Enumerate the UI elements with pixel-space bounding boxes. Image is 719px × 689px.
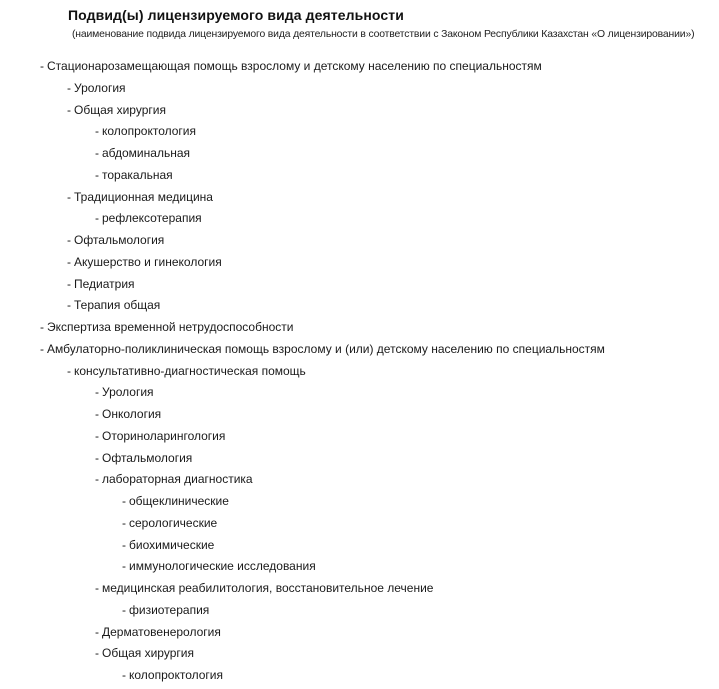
list-item [0, 78, 605, 100]
list-item-text: рефлексотерапия [102, 211, 202, 226]
list-item-text: Стационарозамещающая помощь взрослому и детскому населению по специальностям [47, 59, 542, 73]
dash-bullet-icon: - [67, 189, 71, 204]
dash-bullet-icon: - [95, 624, 99, 639]
list-item [0, 578, 605, 600]
list-item [0, 230, 605, 252]
list-item-text: физиотерапия [129, 602, 210, 617]
dash-bullet-icon: - [95, 211, 99, 226]
dash-bullet-icon: - [67, 80, 71, 95]
dash-bullet-icon: - [95, 407, 99, 421]
dash-bullet-icon: - [67, 102, 71, 117]
dash-bullet-icon: - [122, 515, 126, 530]
list-item [0, 339, 605, 361]
list-item [0, 535, 605, 557]
dash-bullet-icon: - [95, 450, 99, 465]
list-item-text: консультативно-диагностическая помощь [74, 363, 306, 378]
list-item-text: Урология [102, 385, 154, 400]
dash-bullet-icon: - [40, 320, 44, 334]
dash-bullet-icon: - [122, 668, 126, 682]
page-subtitle: (наименование подвида лицензируемого вида деятельности в соответствии с Законом Республики Казахстан «О лицензировании») [72, 29, 695, 40]
list-item [0, 187, 605, 209]
list-item-text: Терапия общая [74, 298, 161, 313]
dash-bullet-icon: - [40, 341, 44, 356]
list-item [0, 274, 605, 296]
list-item [0, 100, 605, 122]
list-item [0, 404, 605, 426]
list-item-text: Дерматовенерология [102, 624, 221, 639]
list-item [0, 56, 605, 78]
list-item-text: лабораторная диагностика [102, 472, 253, 487]
page-title: Подвид(ы) лицензируемого вида деятельности [68, 7, 404, 23]
list-item [0, 143, 605, 165]
list-item-text: Традиционная медицина [74, 189, 213, 204]
list-item [0, 448, 605, 470]
list-item [0, 513, 605, 535]
list-item [0, 556, 605, 578]
list-item [0, 600, 605, 622]
dash-bullet-icon: - [122, 537, 126, 552]
dash-bullet-icon: - [67, 254, 71, 269]
dash-bullet-icon: - [95, 428, 99, 443]
list-item-text: медицинская реабилитология, восстановительное лечение [102, 581, 434, 595]
list-item-text: Урология [74, 80, 126, 95]
dash-bullet-icon: - [67, 363, 71, 378]
dash-bullet-icon: - [95, 581, 99, 595]
list-item [0, 208, 605, 230]
list-item [0, 491, 605, 513]
dash-bullet-icon: - [95, 646, 99, 661]
list-item-text: Педиатрия [74, 276, 135, 291]
list-item [0, 469, 605, 491]
list-item-text: Экспертиза временной нетрудоспособности [47, 320, 294, 334]
list-item [0, 252, 605, 274]
dash-bullet-icon: - [67, 233, 71, 247]
list-item-text: биохимические [129, 537, 215, 552]
list-item-text: Общая хирургия [74, 102, 166, 117]
list-item-text: Амбулаторно-поликлиническая помощь взрослому и (или) детскому населению по специальностям [47, 341, 605, 356]
list-item-text: колопроктология [129, 668, 223, 682]
list-item [0, 317, 605, 339]
list-item-text: общеклинические [129, 494, 229, 508]
dash-bullet-icon: - [122, 494, 126, 508]
activity-list [0, 56, 605, 687]
list-item [0, 622, 605, 644]
dash-bullet-icon: - [95, 124, 99, 139]
dash-bullet-icon: - [122, 602, 126, 617]
list-item-text: Акушерство и гинекология [74, 254, 222, 269]
list-item-text: торакальная [102, 167, 173, 182]
list-item [0, 361, 605, 383]
dash-bullet-icon: - [95, 167, 99, 182]
list-item [0, 426, 605, 448]
dash-bullet-icon: - [95, 146, 99, 160]
list-item-text: серологические [129, 515, 218, 530]
dash-bullet-icon: - [122, 559, 126, 574]
list-item [0, 121, 605, 143]
list-item-text: Офтальмология [102, 450, 193, 465]
dash-bullet-icon: - [67, 298, 71, 313]
dash-bullet-icon: - [95, 472, 99, 487]
dash-bullet-icon: - [40, 59, 44, 73]
list-item-text: Общая хирургия [102, 646, 194, 661]
list-item-text: иммунологические исследования [129, 559, 316, 574]
list-item [0, 665, 605, 687]
list-item-text: Офтальмология [74, 233, 165, 247]
list-item [0, 382, 605, 404]
list-item [0, 295, 605, 317]
list-item-text: колопроктология [102, 124, 196, 139]
list-item [0, 165, 605, 187]
list-item-text: Оториноларингология [102, 428, 226, 443]
list-item [0, 643, 605, 665]
dash-bullet-icon: - [95, 385, 99, 400]
dash-bullet-icon: - [67, 276, 71, 291]
list-item-text: абдоминальная [102, 146, 190, 160]
list-item-text: Онкология [102, 407, 162, 421]
